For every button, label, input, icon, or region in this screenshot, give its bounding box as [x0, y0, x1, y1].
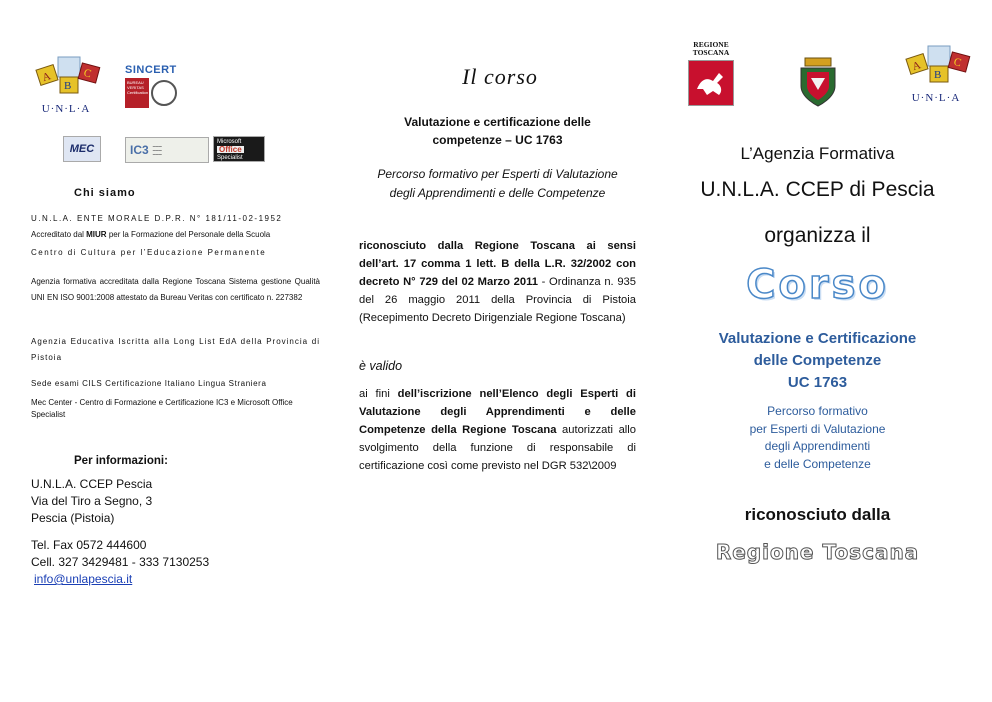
bureau-veritas-badge: BUREAU VERITAS Certification	[125, 78, 149, 108]
riconosciuto-rest: - Ordinanza n. 935 del 26 maggio 2011 della Provincia di Pistoia (Recepimento Decreto Dirigenziale Regione Toscana)	[359, 276, 637, 324]
long-list-text: Agenzia Educativa Iscritta alla Long List EdA della Provincia di Pistoia	[31, 337, 320, 362]
ic3-lines-icon: ▬▬▬ ▬▬▬ ▬▬▬	[152, 144, 162, 156]
address-name: U.N.L.A. CCEP Pescia	[31, 477, 153, 491]
pegasus-flag-icon	[688, 60, 734, 106]
svg-text:A: A	[911, 59, 923, 74]
contact-block	[31, 537, 209, 588]
course-subtitle: Percorso formativo per Esperti di Valutazione degli Apprendimenti e delle Competenze	[377, 167, 618, 200]
cils-text: Sede esami CILS Certificazione Italiano Lingua Straniera	[31, 379, 267, 388]
right-course-title	[700, 328, 935, 394]
svg-text:C: C	[952, 55, 963, 70]
valido-bold: dell’iscrizione nell’Elenco degli Esperti di Valutazione degli Apprendimenti e delle Competenze della Regione Toscana	[359, 388, 636, 436]
unla-logo-caption: U·N·L·A	[911, 92, 961, 104]
course-title: Valutazione e certificazione delle competenze – UC 1763	[404, 115, 591, 147]
per-informazioni-heading: Per informazioni:	[74, 455, 168, 467]
miur-pre: Accreditato dal	[31, 230, 87, 239]
address-block	[31, 476, 152, 527]
regione-toscana-wordart: Regione Toscana	[715, 540, 920, 564]
office-specialist-logo	[213, 136, 265, 162]
unla-logo-right	[900, 44, 972, 102]
corso-wordart: Corso	[746, 262, 889, 308]
unla-ccep-pescia: U.N.L.A. CCEP di Pescia	[700, 178, 935, 201]
address-street: Via del Tiro a Segno, 3	[31, 494, 153, 508]
miur-line	[31, 228, 320, 242]
svg-text:B: B	[934, 69, 942, 81]
ic3-label: IC3	[130, 143, 149, 157]
office-label-top: Microsoft	[217, 139, 242, 145]
provincia-pistoia-crest-icon	[797, 56, 839, 108]
agenzia-accreditata-text: Agenzia formativa accreditata dalla Regione Toscana Sistema gestione Qualità UNI EN ISO 9001:2008 attestato da Bureau Veritas con certificato n. 227382	[31, 277, 320, 302]
sincert-label: SINCERT	[125, 64, 177, 76]
right-title-line3: UC 1763	[787, 374, 848, 391]
office-label-bottom: Specialist	[217, 155, 243, 161]
abc-blocks-icon	[900, 44, 972, 92]
mec-label: MEC	[69, 143, 95, 155]
right-sub-line2: per Esperti di Valutazione	[749, 421, 886, 436]
ente-morale-line: U.N.L.A. ENTE MORALE D.P.R. N° 181/11-02-1952	[31, 214, 283, 223]
email-link[interactable]: info@unlapescia.it	[34, 572, 133, 586]
right-sub-line1: Percorso formativo	[767, 404, 868, 418]
certification-seal-icon	[151, 80, 177, 106]
right-sub-line4: e delle Competenze	[764, 456, 871, 471]
tel-fax: Tel. Fax 0572 444600	[31, 538, 147, 552]
svg-text:B: B	[64, 80, 72, 92]
right-title-line1: Valutazione e Certificazione	[718, 330, 917, 347]
unla-logo-caption: U·N·L·A	[41, 103, 91, 115]
centro-cultura-line: Centro di Cultura per l’Educazione Permanente	[31, 248, 267, 257]
regione-toscana-logo	[686, 41, 736, 106]
riconosciuto-dalla: riconosciuto dalla	[744, 505, 891, 524]
mec-center-text: Mec Center - Centro di Formazione e Certificazione IC3 e Microsoft Office Specialist	[31, 398, 293, 419]
abc-blocks-icon	[30, 55, 102, 103]
valido-paragraph	[359, 385, 636, 475]
riconosciuto-bold: riconosciuto dalla Regione Toscana ai sensi dell’art. 17 comma 1 lett. B della L.R. 32/2002 con decreto N° 729 del 02 Marzo 2011	[359, 240, 636, 288]
e-valido-heading: è valido	[359, 359, 403, 373]
organizza-il: organizza il	[764, 224, 871, 247]
svg-text:A: A	[41, 70, 53, 85]
cell-phone: Cell. 327 3429481 - 333 7130253	[31, 555, 210, 569]
il-corso-heading: Il corso	[462, 64, 538, 89]
right-sub-line3: degli Apprendimenti	[764, 439, 871, 453]
chi-siamo-heading: Chi siamo	[74, 187, 136, 199]
valido-post: autorizzati allo svolgimento della funzione di responsabile di certificazione così come previsto nel DGR 532\2009	[359, 424, 636, 472]
regione-logo-line2: TOSCANA	[692, 48, 730, 57]
riconosciuto-paragraph	[359, 237, 636, 327]
ic3-logo	[125, 137, 209, 163]
mec-logo	[63, 136, 101, 162]
address-city: Pescia (Pistoia)	[31, 511, 115, 525]
agenzia-formativa: L’Agenzia Formativa	[740, 144, 895, 163]
right-title-line2: delle Competenze	[753, 352, 882, 369]
valido-pre: ai fini	[359, 388, 398, 400]
miur-post: per la Formazione del Personale della Scuola	[106, 230, 271, 239]
svg-text:C: C	[82, 66, 93, 81]
miur-bold: MIUR	[86, 230, 107, 239]
regione-logo-line1: REGIONE	[693, 40, 729, 49]
unla-logo-left	[30, 55, 102, 113]
sincert-logo	[125, 64, 177, 108]
office-label-mid: Office	[219, 145, 242, 154]
right-course-subtitle	[700, 403, 935, 473]
